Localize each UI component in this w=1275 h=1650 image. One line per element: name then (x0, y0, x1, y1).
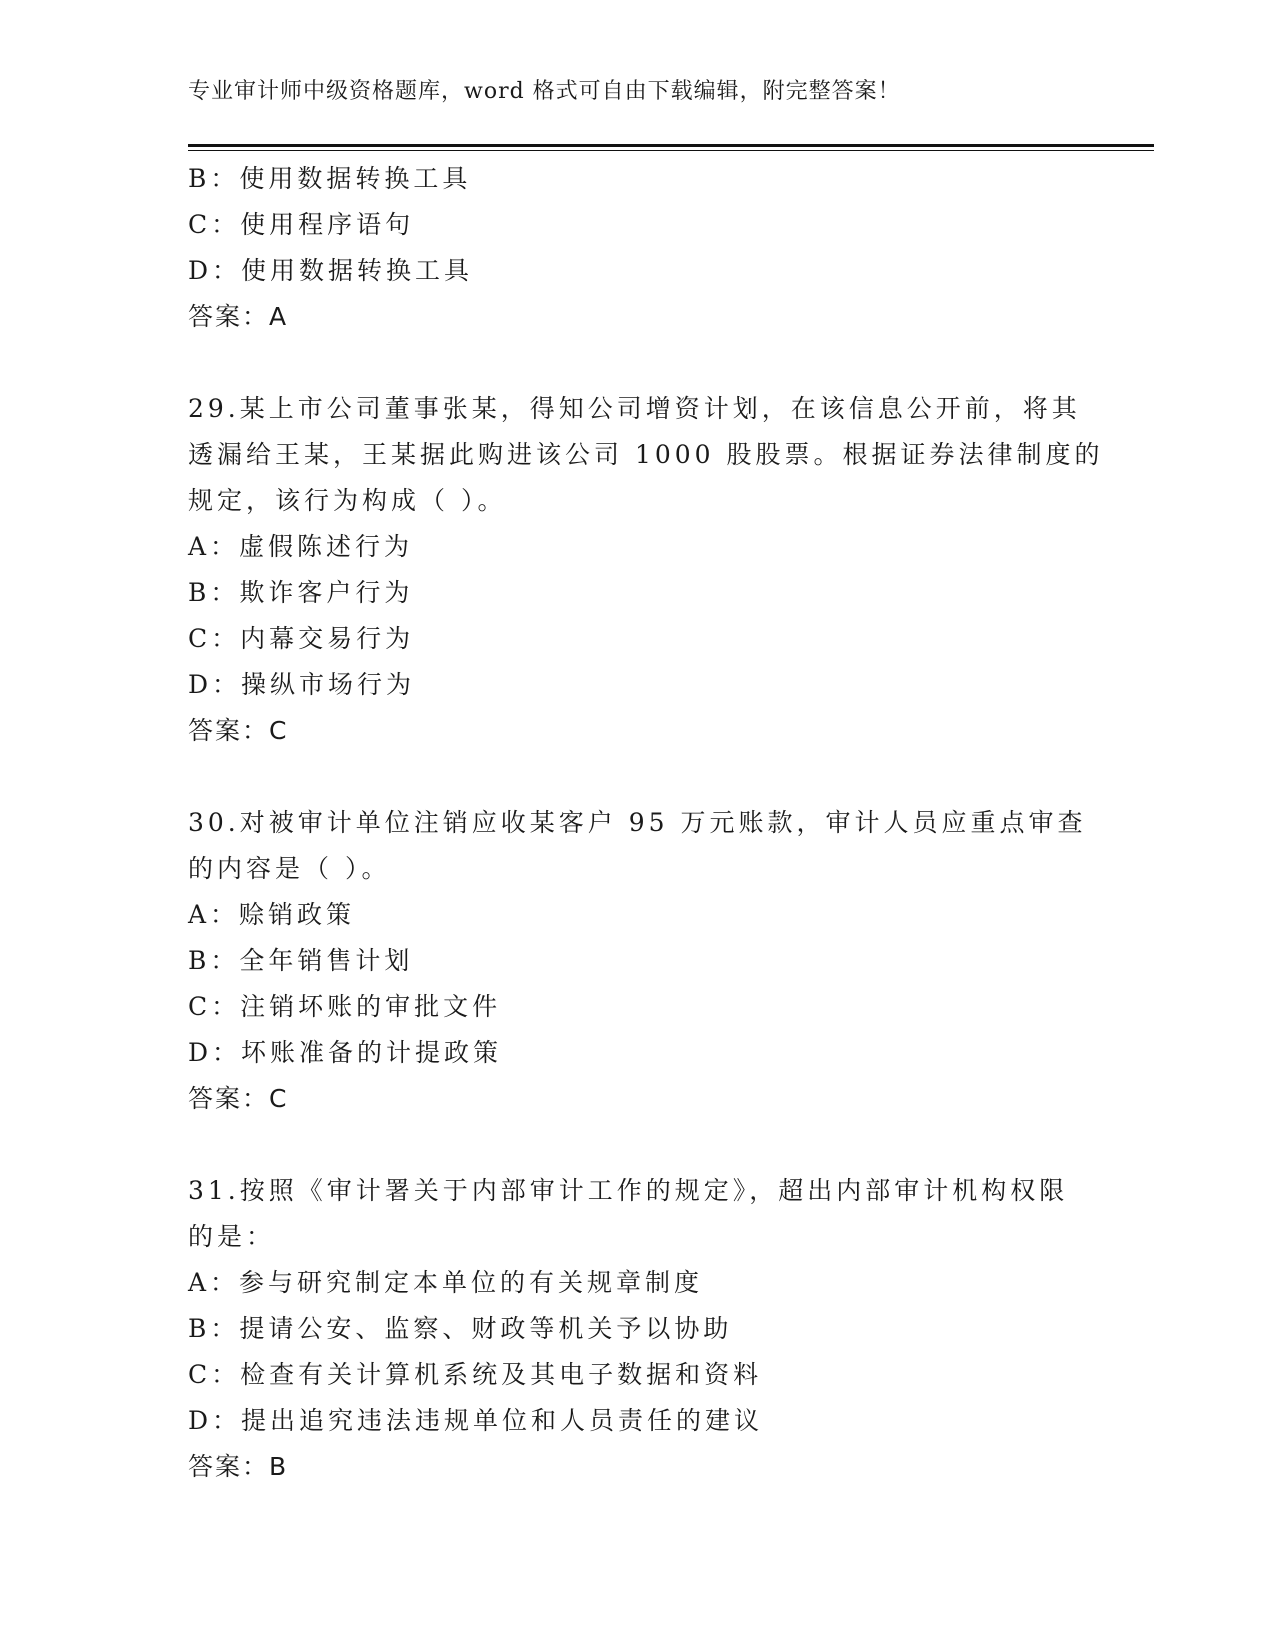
option-b: B：全年销售计划 (188, 946, 414, 975)
option-b: B：使用数据转换工具 (188, 164, 472, 193)
answer-line: 答案：C (188, 1084, 289, 1113)
option-d: D：使用数据转换工具 (188, 256, 474, 285)
answer-line: 答案：C (188, 716, 289, 745)
question-block-28 (188, 156, 1088, 340)
question-content (188, 156, 1104, 1490)
question-stem-line: 31.按照《审计署关于内部审计工作的规定》，超出内部审计机构权限 (188, 1176, 1069, 1205)
question-stem-line: 的是： (188, 1222, 276, 1251)
option-b: B：欺诈客户行为 (188, 578, 414, 607)
question-block-31 (188, 1168, 1088, 1490)
question-stem-line: 29.某上市公司董事张某，得知公司增资计划，在该信息公开前，将其 (188, 394, 1081, 423)
option-c: C：检查有关计算机系统及其电子数据和资料 (188, 1360, 763, 1389)
question-block-30 (188, 800, 1088, 1122)
question-stem-line: 透漏给王某，王某据此购进该公司 1000 股股票。根据证券法律制度的 (188, 440, 1104, 469)
answer-line: 答案：B (188, 1452, 289, 1481)
answer-line: 答案：A (188, 302, 289, 331)
option-b: B：提请公安、监察、财政等机关予以协助 (188, 1314, 733, 1343)
question-stem-line: 规定，该行为构成（ ）。 (188, 486, 507, 515)
question-block-29 (188, 386, 1104, 754)
option-a: A：虚假陈述行为 (188, 532, 414, 561)
option-a: A：赊销政策 (188, 900, 356, 929)
header-note: 专业审计师中级资格题库，word 格式可自由下载编辑，附完整答案！ (188, 79, 901, 104)
option-d: D：坏账准备的计提政策 (188, 1038, 503, 1067)
option-c: C：使用程序语句 (188, 210, 415, 239)
option-d: D：操纵市场行为 (188, 670, 416, 699)
question-stem-line: 30.对被审计单位注销应收某客户 95 万元账款，审计人员应重点审查 (188, 808, 1087, 837)
option-a: A：参与研究制定本单位的有关规章制度 (188, 1268, 704, 1297)
option-c: C：内幕交易行为 (188, 624, 415, 653)
question-stem-line: 的内容是（ ）。 (188, 854, 391, 883)
option-d: D：提出追究违法违规单位和人员责任的建议 (188, 1406, 764, 1435)
header-rule-thick (188, 144, 1154, 147)
option-c: C：注销坏账的审批文件 (188, 992, 502, 1021)
header-rule-thin (188, 150, 1154, 151)
